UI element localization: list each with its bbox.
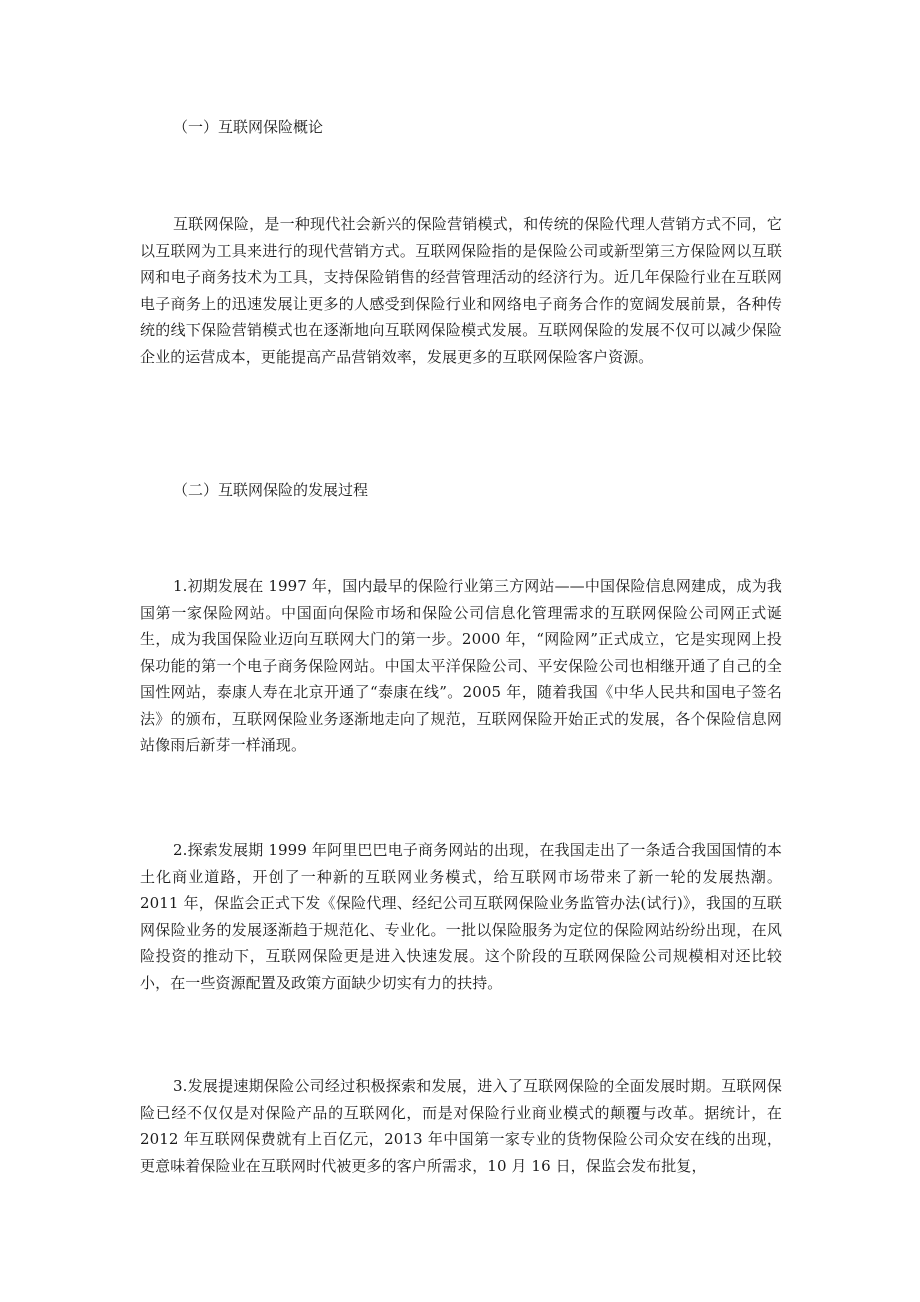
section-heading-development: （二）互联网保险的发展过程: [173, 481, 369, 499]
paragraph-initial-stage: 1.初期发展在 1997 年，国内最早的保险行业第三方网站——中国保险信息网建成，成为我国第一家保险网站。中国面向保险市场和保险公司信息化管理需求的互联网保险公司网正式诞生，成为我国保险业迈向互联网大门的第一步。2000 年，“网险网”正式成立，它是实现网上投保功能的第一个电子商务保险网站。中国太平洋保险公司、平安保险公司也相继开通了自己的全国性网站，泰康人寿在北京开通了“泰康在线”。2005 年，随着我国《中华人民共和国电子签名法》的颁布，互联网保险业务逐渐地走向了规范，互联网保险开始正式的发展，各个保险信息网站像雨后新芽一样涌现。: [140, 577, 782, 754]
section-heading-overview: （一）互联网保险概论: [173, 118, 324, 136]
paragraph-overview: 互联网保险，是一种现代社会新兴的保险营销模式，和传统的保险代理人营销方式不同，它以互联网为工具来进行的现代营销方式。互联网保险指的是保险公司或新型第三方保险网以互联网和电子商务技术为工具，支持保险销售的经营管理活动的经济行为。近几年保险行业在互联网电子商务上的迅速发展让更多的人感受到保险行业和网络电子商务合作的宽阔发展前景，各种传统的线下保险营销模式也在逐渐地向互联网保险模式发展。互联网保险的发展不仅可以减少保险企业的运营成本，更能提高产品营销效率，发展更多的互联网保险客户资源。: [140, 215, 782, 366]
paragraph-exploration-stage: 2.探索发展期 1999 年阿里巴巴电子商务网站的出现，在我国走出了一条适合我国国情的本土化商业道路，开创了一种新的互联网业务模式，给互联网市场带来了新一轮的发展热潮。2011 年，保监会正式下发《保险代理、经纪公司互联网保险业务监管办法(试行)》，我国的互联网保险业务的发展逐渐趋于规范化、专业化。一批以保险服务为定位的保险网站纷纷出现，在风险投资的推动下，互联网保险更是进入快速发展。这个阶段的互联网保险公司规模相对还比较小，在一些资源配置及政策方面缺少切实有力的扶持。: [140, 841, 782, 992]
paragraph-acceleration-stage: 3.发展提速期保险公司经过积极探索和发展，进入了互联网保险的全面发展时期。互联网保险已经不仅仅是对保险产品的互联网化，而是对保险行业商业模式的颠覆与改革。据统计，在 2012 年互联网保费就有上百亿元，2013 年中国第一家专业的货物保险公司众安在线的出现，更意味着保险业在互联网时代被更多的客户所需求，10 月 16 日，保监会发布批复，: [140, 1077, 782, 1175]
